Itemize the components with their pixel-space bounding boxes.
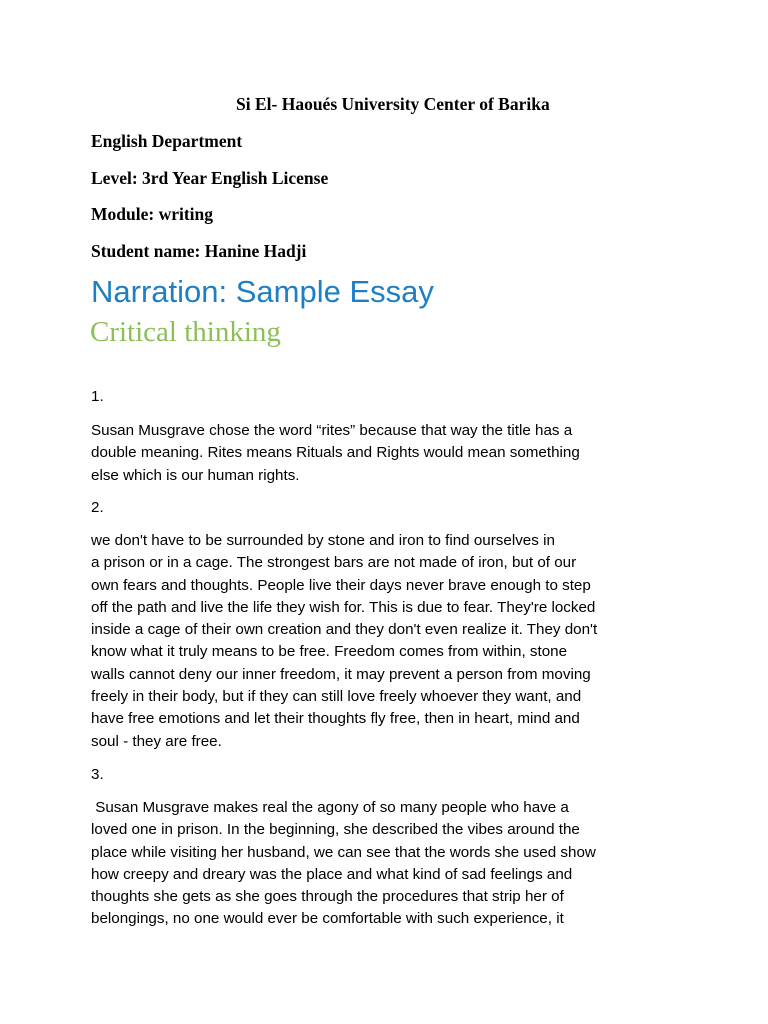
paragraph-line: off the path and live the life they wish for. This is due to fear. They're locked bbox=[91, 598, 596, 616]
paragraph-line: place while visiting her husband, we can see that the words she used show bbox=[91, 843, 596, 861]
level-line: Level: 3rd Year English License bbox=[91, 168, 329, 188]
answer-paragraph bbox=[91, 420, 691, 487]
paragraph-line: inside a cage of their own creation and they don't even realize it. They don't bbox=[91, 621, 598, 639]
student-name-line: Student name: Hanine Hadji bbox=[91, 241, 307, 261]
essay-title: Narration: Sample Essay bbox=[91, 274, 434, 309]
paragraph-line: else which is our human rights. bbox=[91, 466, 300, 484]
answer-number: 1. bbox=[91, 388, 104, 405]
paragraph-line: soul - they are free. bbox=[91, 732, 222, 750]
paragraph-line: thoughts she gets as she goes through the procedures that strip her of bbox=[91, 888, 564, 906]
institution-name: Si El- Haoués University Center of Barika bbox=[236, 94, 550, 114]
answer-number: 2. bbox=[91, 499, 104, 516]
department-line: English Department bbox=[91, 131, 243, 151]
paragraph-line: have free emotions and let their thoughts fly free, then in heart, mind and bbox=[91, 710, 580, 728]
paragraph-line: we don't have to be surrounded by stone and iron to find ourselves in bbox=[91, 532, 555, 549]
paragraph-line: Susan Musgrave makes real the agony of so many people who have a bbox=[91, 799, 569, 816]
paragraph-line: freely in their body, but if they can still love freely whoever they want, and bbox=[91, 688, 582, 706]
paragraph-line: own fears and thoughts. People live their days never brave enough to step bbox=[91, 576, 591, 594]
paragraph-line: how creepy and dreary was the place and what kind of sad feelings and bbox=[91, 865, 573, 883]
paragraph-line: walls cannot deny our inner freedom, it may prevent a person from moving bbox=[91, 665, 591, 683]
paragraph-line: loved one in prison. In the beginning, she described the vibes around the bbox=[91, 821, 580, 839]
module-line: Module: writing bbox=[91, 204, 214, 224]
answer-paragraph bbox=[91, 530, 691, 753]
paragraph-line: Susan Musgrave chose the word “rites” because that way the title has a bbox=[91, 422, 573, 439]
paragraph-line: a prison or in a cage. The strongest bars are not made of iron, but of our bbox=[91, 554, 577, 572]
section-heading: Critical thinking bbox=[90, 316, 281, 348]
paragraph-line: belongings, no one would ever be comfortable with such experience, it bbox=[91, 910, 564, 928]
answer-paragraph bbox=[91, 797, 691, 931]
answer-number: 3. bbox=[91, 766, 104, 783]
paragraph-line: double meaning. Rites means Rituals and Rights would mean something bbox=[91, 444, 580, 462]
paragraph-line: know what it truly means to be free. Freedom comes from within, stone bbox=[91, 643, 568, 661]
